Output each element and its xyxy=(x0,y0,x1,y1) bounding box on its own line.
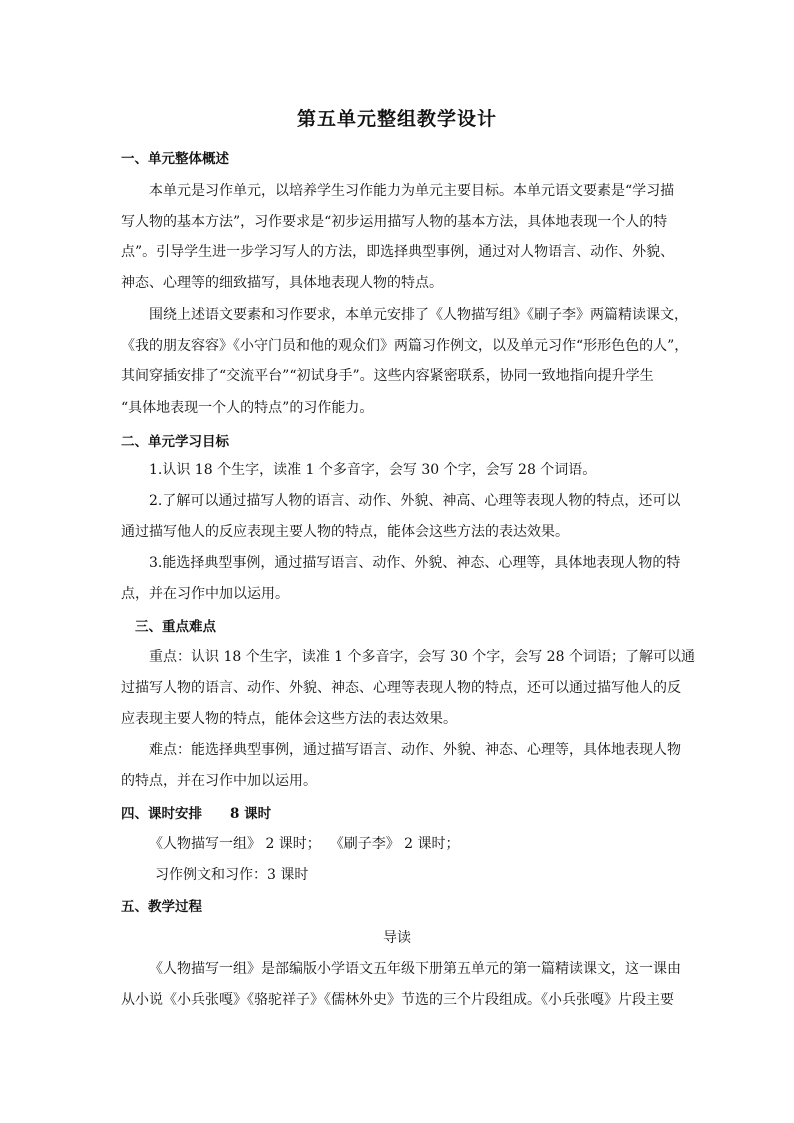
section-4-heading xyxy=(121,802,271,822)
paragraph-line: 写人物的基本方法”，习作要求是“初步运用描写人物的基本方法，具体地表现一个人的特 xyxy=(121,214,668,230)
paragraph-line: 《我的朋友容容》《小守门员和他的观众们》两篇习作例文，以及单元习作“形形色色的人”， xyxy=(121,338,689,354)
goal-item: 3.能选择典型事例，通过描写语言、动作、外貌、神态、心理等，具体地表现人物的特 xyxy=(149,555,681,571)
paragraph-line: 围绕上述语文要素和习作要求，本单元安排了《人物描写组》《刷子李》两篇精读课文， xyxy=(149,307,688,323)
paragraph-line: “具体地表现一个人的特点”的习作能力。 xyxy=(121,400,374,416)
paragraph-line: 从小说《小兵张嘎》《骆驼祥子》《儒林外史》节选的三个片段组成。《小兵张嘎》片段主要 xyxy=(121,992,674,1008)
section-1-heading: 一、单元整体概述 xyxy=(121,151,229,167)
sub-heading: 导读 xyxy=(383,930,411,946)
key-point-line: 过描写人物的语言、动作、外貌、神态、心理等表现人物的特点，还可以通过描写他人的反 xyxy=(121,680,681,696)
key-point-line: 应表现主要人物的特点，能体会这些方法的表达效果。 xyxy=(121,711,457,727)
goal-item: 通过描写他人的反应表现主要人物的特点，能体会这些方法的表达效果。 xyxy=(121,524,569,540)
section-5-heading: 五、教学过程 xyxy=(121,899,202,915)
goal-item: 1.认识 18 个生字，读准 1 个多音字，会写 30 个字，会写 28 个词语。 xyxy=(149,462,597,478)
paragraph-line: 本单元是习作单元，以培养学生习作能力为单元主要目标。本单元语文要素是“学习描 xyxy=(149,183,675,199)
difficult-point-line: 难点：能选择典型事例，通过描写语言、动作、外貌、神态、心理等，具体地表现人物 xyxy=(149,742,681,758)
section-3-heading: 三、重点难点 xyxy=(135,619,216,635)
section-2-heading: 二、单元学习目标 xyxy=(121,434,229,450)
schedule-line: 习作例文和习作：3 课时 xyxy=(155,867,309,883)
paragraph-line: 点”。引导学生进一步学习写人的方法，即选择典型事例，通过对人物语言、动作、外貌、 xyxy=(121,244,675,260)
section-4-title: 四、课时安排 xyxy=(121,806,202,822)
paragraph-line: 《人物描写一组》是部编版小学语文五年级下册第五单元的第一篇精读课文，这一课由 xyxy=(149,961,681,977)
section-4-hours: 8 课时 xyxy=(230,806,272,822)
schedule-line: 《人物描写一组》 2 课时； 《刷子李》 2 课时； xyxy=(149,836,460,852)
goal-item: 2.了解可以通过描写人物的语言、动作、外貌、神高、心理等表现人物的特点，还可以 xyxy=(149,493,681,509)
document-title: 第五单元整组教学设计 xyxy=(296,108,497,130)
paragraph-line: 神态、心理等的细致描写，具体地表现人物的特点。 xyxy=(121,275,443,291)
key-point-line: 重点：认识 18 个生字，读准 1 个多音字，会写 30 个字，会写 28 个词语；了解可以通 xyxy=(149,649,695,665)
paragraph-line: 其间穿插安排了“交流平台”“初试身手”。这些内容紧密联系，协同一致地指向提升学生 xyxy=(121,368,654,384)
goal-item: 点，并在习作中加以运用。 xyxy=(121,586,289,602)
difficult-point-line: 的特点，并在习作中加以运用。 xyxy=(121,773,317,789)
